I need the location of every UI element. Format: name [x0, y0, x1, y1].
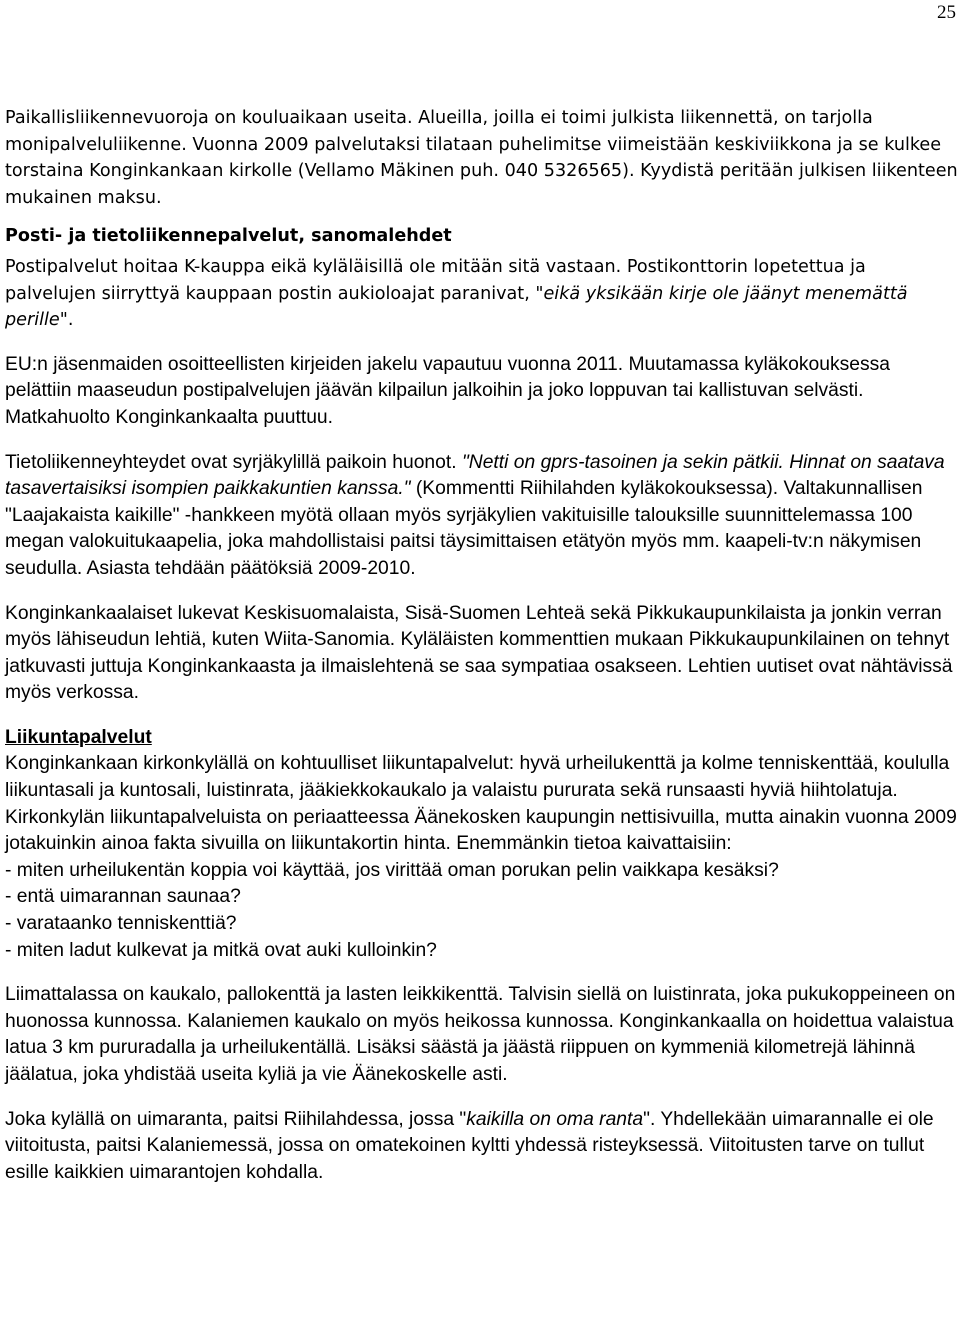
telecom-quote: "Netti on gprs-tasoinen ja sekin pätkii. Hinnat on saatava tasavertaisiksi isompien paikkakuntien kanssa."	[5, 451, 945, 500]
list-item: - miten ladut kulkevat ja mitkä ovat auki kulloinkin?	[5, 939, 437, 961]
list-item: - varataanko tenniskenttiä?	[5, 913, 237, 935]
paragraph-postal	[5, 254, 958, 334]
list-item: - miten urheilukentän koppia voi käyttää, jos virittää oman porukan pelin vaikkapa kesäksi?	[5, 859, 779, 881]
list-item: - entä uimarannan saunaa?	[5, 886, 241, 908]
beaches-text-cont: ". Yhdellekään uimarannalle ei ole viitoitusta, paitsi Kalaniemessä, jossa on omatekoinen kyltti yhdessä risteyksessä. Viitoitusten tarve on tullut esille kaikkien uimarantojen kohdalla.	[5, 1108, 934, 1183]
page-number: 25	[937, 2, 956, 23]
paragraph-newspapers: Konginkankaalaiset lukevat Keskisuomalaista, Sisä-Suomen Lehteä sekä Pikkukaupunkilaista ja jonkin verran myös lähiseudun lehtiä, kuten Wiita-Sanomia. Kyläläisten kommenttien mukaan Pikkukaupunkilainen on tehnyt jatkuvasti juttuja Konginkankaasta ja ilmaislehtenä se saa sympatiaa osakseen. Lehtien uutiset ovat nähtävissä myös verkossa.	[5, 602, 953, 704]
postal-text-end: .	[67, 310, 74, 331]
telecom-text-cont: (Kommentti Riihilahden kyläkokouksessa). Valtakunnallisen "Laajakaista kaikille" -hankkeen myötä ollaan myös syrjäkylien vakituisille talouksille suunnittelemassa 100 megan valokuitukaapelia, joka mahdollistaisi paitsi täysimittaisen etätyön myös mm. kaapeli-tv:n näkymisen seudulla. Asiasta tehdään päätöksiä 2009-2010.	[5, 478, 923, 579]
telecom-text: Tietoliikenneyhteydet ovat syrjäkylillä paikoin huonot.	[5, 451, 462, 473]
paragraph-eu-mail: EU:n jäsenmaiden osoitteellisten kirjeiden jakelu vapautuu vuonna 2011. Muutamassa kyläkokouksessa pelättiin maaseudun postipalvelujen jäävän kilpailun jalkoihin ja joko loppuvan tai kallistuvan selvästi. Matkahuolto Konginkankaalta puuttuu.	[5, 353, 890, 428]
postal-text: Postipalvelut hoitaa K-kauppa eikä kyläläisillä ole mitään sitä vastaan. Postikonttorin lopetettua ja palvelujen siirryttyä kauppaan postin aukioloajat paranivat,	[5, 256, 866, 304]
beaches-text: Joka kylällä on uimaranta, paitsi Riihilahdessa, jossa "	[5, 1108, 467, 1130]
paragraph-telecom	[5, 450, 958, 583]
paragraph-transport: Paikallisliikennevuoroja on kouluaikaan useita. Alueilla, joilla ei toimi julkista liikennettä, on tarjolla monipalveluliikenne. Vuonna 2009 palvelutaksi tilataan puhelimitse viimeistään keskiviikkona ja se kulkee torstaina Konginkankaan kirkolle (Vellamo Mäkinen puh. 040 5326565). Kyydistä peritään julkisen liikenteen mukainen maksu.	[5, 108, 958, 208]
beaches-quote: kaikilla on oma ranta	[466, 1108, 644, 1130]
heading-sports-services: Liikuntapalvelut	[5, 726, 152, 748]
question-list	[5, 858, 958, 964]
paragraph-beaches	[5, 1107, 958, 1187]
paragraph-sports: Konginkankaan kirkonkylällä on kohtuulliset liikuntapalvelut: hyvä urheilukenttä ja kolme tenniskenttää, koululla liikuntasali ja kuntosali, luistinrata, jääkiekkokaukalo ja valaistu pururata sekä runsaasti hyviä hiihtolatuja. Kirkonkylän liikuntapalveluista on periaatteessa Äänekosken kaupungin nettisivuilla, mutta ainakin vuonna 2009 jotakuinkin ainoa fakta sivuilla on liikuntakortin hinta. Enemmänkin tietoa kaivattaisiin:	[5, 753, 957, 855]
paragraph-liimattala: Liimattalassa on kaukalo, pallokenttä ja lasten leikkikenttä. Talvisin siellä on luistinrata, joka pukukoppeineen on huonossa kunnossa. Kalaniemen kaukalo on myös heikossa kunnossa. Konginkankaalla on hoidettua valaistua latua 3 km pururadalla ja urheilukentällä. Lisäksi säästä ja jäästä riippuen on kymmeniä kilometrejä lähinnä jäälatua, joka yhdistää useita kyliä ja vie Äänekoskelle asti.	[5, 984, 956, 1085]
heading-postal-services: Posti- ja tietoliikennepalvelut, sanomalehdet	[5, 226, 452, 247]
document-body	[5, 105, 958, 1186]
postal-quote: "eikä yksikään kirje ole jäänyt menemättä perille"	[5, 283, 908, 331]
